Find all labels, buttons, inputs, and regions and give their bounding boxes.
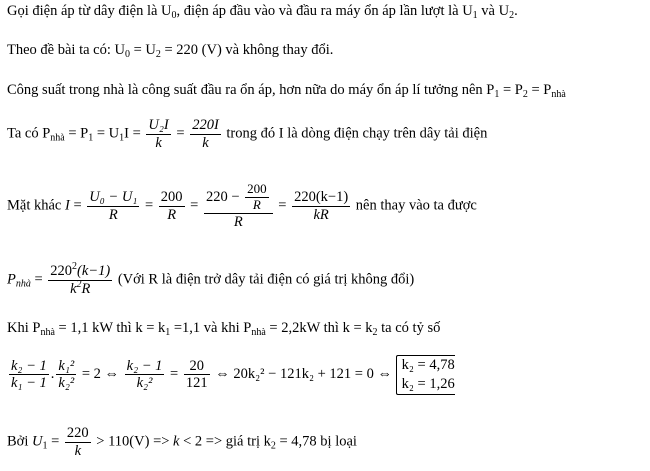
paragraph-voltage-definitions: Gọi điện áp từ dây điện là $U_0$, điện áp đầu vào và đầu ra máy ổn áp lần lượt là $U_1$ và $U_2$. [7,3,518,21]
paragraph-given-values: Theo đề bài ta có: $U_0 = U_2 = 220$ (V) và không thay đổi. [7,42,334,60]
equation-household-power: $P_{nhà}$ = $\frac{220^2(k-1)}{k^2R}$ (Với R là điện trở dây tải điện có giá trị không đổi) [7,261,415,297]
paragraph-power-statement: Công suất trong nhà là công suất đầu ra ổn áp, hơn nữa do máy ổn áp lí tưởng nên $P_1 = P_2 = P_{nhà}$ [7,82,566,100]
paragraph-conclusion: Bởi $U_1$ = $\frac{220}{k}$ > 110(V) => k < 2 => giá trị $k_2 = 4,78$ bị loại [7,425,357,459]
fraction-220i-over-k: $\frac{220I}{k}$ [192,117,219,151]
solution-bracket: k₂ = 4,78 k₂ = 1,26 [396,355,455,395]
fraction-u2i-over-k: $\frac{\text{U₂I}}{k}$ [148,117,169,151]
equation-ratio-solution: $\frac{\text{k₂ − 1}}{\text{k₁ − 1}}$ . $\frac{\text{k₁²}}{\text{k₂²}}$ = 2 ⇔ $\frac{\text{k₂ − 1}}{\text{k₂²}}$ = $\frac{20}{121}$ ⇔ 20k₂² − 121k₂ + 121 = 0 ⇔ k₂ = 4,78 k₂ = 1,26 [7,355,455,395]
equation-current: Mặt khác I = $\frac{\text{U₀ − U₁}}{R}$ = $\frac{200}{R}$ = 220 − $\frac{200}{R}$ R = $\frac{220(k-1)}{kR}$ nên thay vào ta được [7,181,477,230]
fraction-k2-minus-1-over-k1-minus-1: $\frac{\text{k₂ − 1}}{\text{k₁ − 1}}$ [11,357,47,392]
fraction-compound: 220 − $\frac{200}{R}$ R [204,182,273,231]
fraction-20-over-121: $\frac{20}{121}$ [185,357,208,392]
fraction-power-formula: $\frac{220^2(k-1)}{k^2R}$ [50,261,111,297]
fraction-inner-200-over-r: $\frac{200}{R}$ [247,181,267,212]
equation-power-current: Ta có $P_{nhà} = P_1 = U_1I$ = $\frac{\text{U₂I}}{k}$ = $\frac{220I}{k}$ trong đó I là dòng điện chạy trên dây tải điện [7,117,488,151]
fraction-200-over-r: $\frac{200}{R}$ [160,189,183,223]
paragraph-ratio-condition: Khi $P_{nhà} = 1,1$ kW thì $k = k_1 =1,1$ và khi $P_{nhà} = 2,2kW$ thì $k = k_2$ ta có tỷ số [7,320,441,338]
fraction-voltage-drop-over-r: $\frac{\text{U₀ − U₁}}{R}$ [89,189,138,223]
fraction-k1sq-over-k2sq: $\frac{\text{k₁²}}{\text{k₂²}}$ [58,357,75,392]
fraction-220-k-minus-1-over-kr: $\frac{220(k-1)}{kR}$ [294,189,349,223]
fraction-k2-minus-1-over-k2sq: $\frac{\text{k₂ − 1}}{\text{k₂²}}$ [126,357,163,392]
fraction-220-over-k: $\frac{220}{k}$ [66,425,89,459]
